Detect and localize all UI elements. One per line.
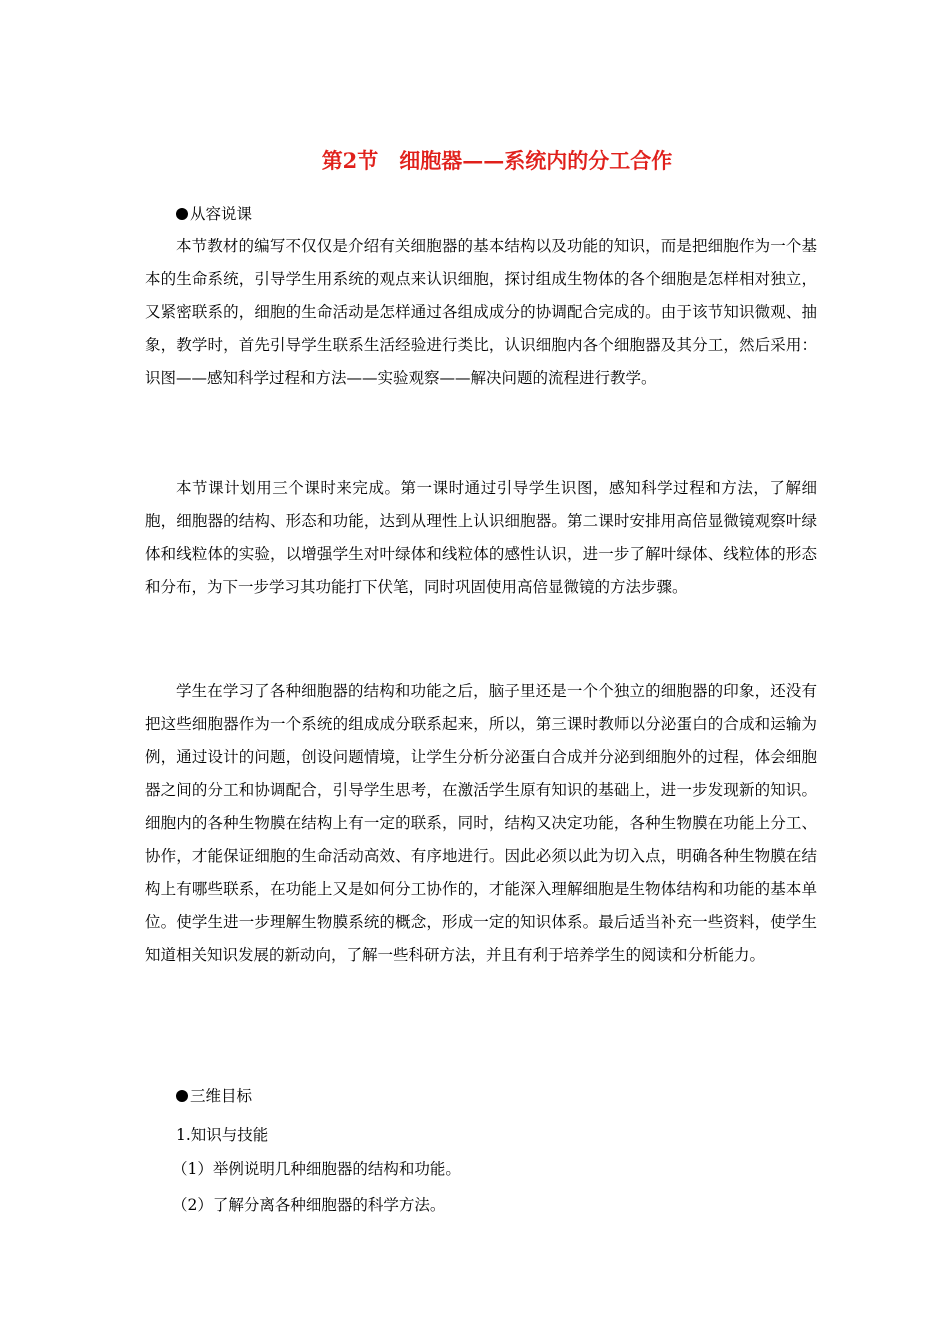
paragraph-1: 本节教材的编写不仅仅是介绍有关细胞器的基本结构以及功能的知识，而是把细胞作为一个基本的生命系统，引导学生用系统的观点来认识细胞，探讨组成生物体的各个细胞是怎样相对独立，又紧密联系的，细胞的生命活动是怎样通过各组成成分的协调配合完成的。由于该节知识微观、抽象，教学时，首先引导学生联系生活经验进行类比，认识细胞内各个细胞器及其分工，然后采用：识图——感知科学过程和方法——实验观察——解决问题的流程进行教学。 — [145, 237, 817, 387]
paragraph-2: 本节课计划用三个课时来完成。第一课时通过引导学生识图，感知科学过程和方法，了解细胞，细胞器的结构、形态和功能，达到从理性上认识细胞器。第二课时安排用高倍显微镜观察叶绿体和线粒体的实验，以增强学生对叶绿体和线粒体的感性认识，进一步了解叶绿体、线粒体的形态和分布，为下一步学习其功能打下伏笔，同时巩固使用高倍显微镜的方法步骤。 — [145, 479, 817, 596]
list-item: （1）举例说明几种细胞器的结构和功能。 — [172, 1160, 461, 1178]
list-item: （2）了解分离各种细胞器的科学方法。 — [172, 1196, 446, 1214]
bullet-icon — [176, 208, 188, 220]
subheading-knowledge-skills: 1.知识与技能 — [176, 1126, 269, 1144]
section-heading-objectives — [176, 1085, 252, 1107]
bullet-icon — [176, 1090, 188, 1102]
section-heading-label: 从容说课 — [190, 205, 253, 223]
section-heading-course-talk — [176, 203, 252, 225]
section-heading-label: 三维目标 — [190, 1087, 253, 1105]
page-title: 第2节 细胞器——系统内的分工合作 — [321, 148, 673, 173]
paragraph-3: 学生在学习了各种细胞器的结构和功能之后，脑子里还是一个个独立的细胞器的印象，还没有把这些细胞器作为一个系统的组成成分联系起来，所以，第三课时教师以分泌蛋白的合成和运输为例，通过设计的问题，创设问题情境，让学生分析分泌蛋白合成并分泌到细胞外的过程，体会细胞器之间的分工和协调配合，引导学生思考，在激活学生原有知识的基础上，进一步发现新的知识。细胞内的各种生物膜在结构上有一定的联系，同时，结构又决定功能，各种生物膜在功能上分工、协作，才能保证细胞的生命活动高效、有序地进行。因此必须以此为切入点，明确各种生物膜在结构上有哪些联系，在功能上又是如何分工协作的，才能深入理解细胞是生物体结构和功能的基本单位。使学生进一步理解生物膜系统的概念，形成一定的知识体系。最后适当补充一些资料，使学生知道相关知识发展的新动向，了解一些科研方法，并且有利于培养学生的阅读和分析能力。 — [145, 682, 817, 964]
